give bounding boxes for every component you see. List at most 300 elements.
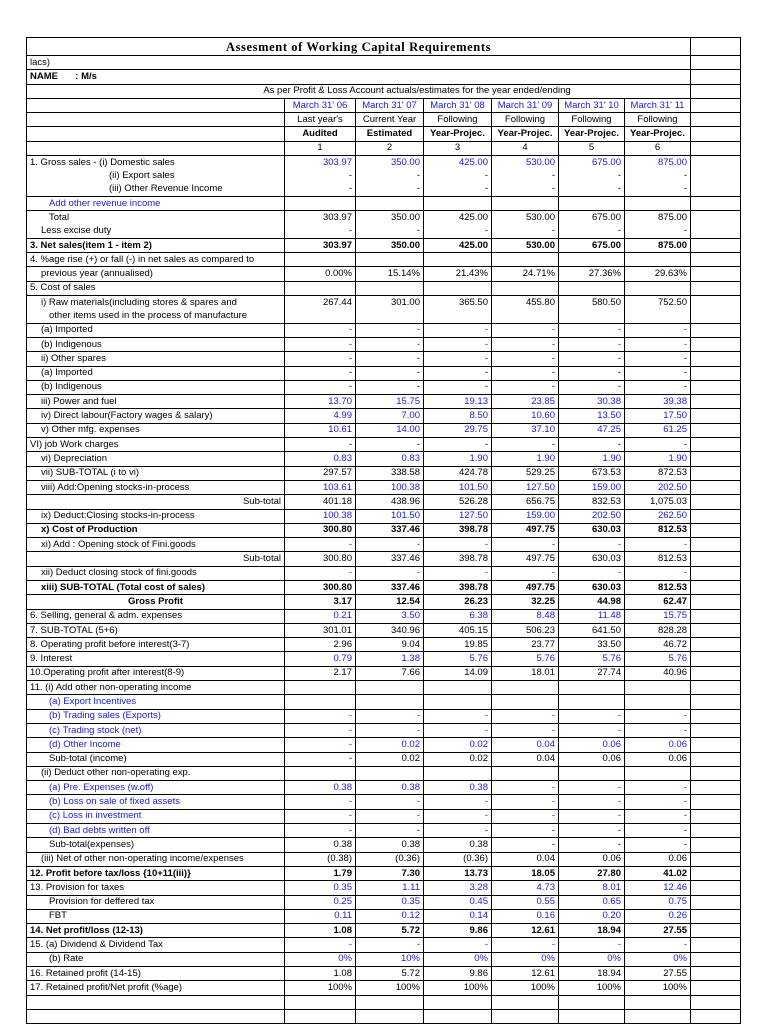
row-value: 0% (492, 952, 559, 966)
table-row (27, 156, 741, 170)
row-value: 3.17 (285, 595, 356, 609)
column-year-4: March 31' 09 (492, 98, 559, 112)
row-label: 5. Cost of sales (27, 281, 285, 295)
row-value: 0.02 (424, 752, 492, 766)
row-value: 0.38 (285, 838, 356, 852)
table-row (27, 452, 741, 466)
row-value: 18.01 (492, 666, 559, 680)
column-label1-5: Following (559, 113, 625, 127)
table-row (27, 752, 741, 766)
row-value: - (559, 938, 625, 952)
row-value: 455.80 (492, 296, 559, 310)
column-num-1: 1 (285, 141, 356, 155)
row-value: - (424, 938, 492, 952)
table-row (27, 652, 741, 666)
row-value: - (492, 824, 559, 838)
row-value: 0.25 (285, 895, 356, 909)
row-label: Sub-total(expenses) (27, 838, 285, 852)
row-label: xiii) SUB-TOTAL (Total cost of sales) (27, 580, 285, 594)
row-value: 673.53 (559, 466, 625, 480)
row-label: 8. Operating profit before interest(3-7) (27, 638, 285, 652)
row-value: 675.00 (559, 238, 625, 252)
row-label: Gross Profit (27, 595, 285, 609)
row-label: 10.Operating profit after interest(8-9) (27, 666, 285, 680)
row-value: 13.50 (559, 409, 625, 423)
row-value: 641.50 (559, 623, 625, 637)
row-value: 27.36% (559, 267, 625, 281)
row-value: 127.50 (424, 509, 492, 523)
row-label: other items used in the process of manufacture (27, 309, 285, 323)
row-value: - (625, 323, 691, 337)
row-value: 27.80 (559, 866, 625, 880)
table-row (27, 281, 741, 295)
row-value (625, 196, 691, 210)
row-value: - (559, 225, 625, 239)
table-row (27, 766, 741, 780)
row-value: - (285, 824, 356, 838)
table-row (27, 695, 741, 709)
table-row (27, 595, 741, 609)
column-label2-1: Audited (285, 127, 356, 141)
row-label: v) Other mfg. expenses (27, 423, 285, 437)
row-value: 0.00% (285, 267, 356, 281)
row-value: 37.10 (492, 423, 559, 437)
row-value: 1.90 (424, 452, 492, 466)
row-label: 15. (a) Dividend & Dividend Tax (27, 938, 285, 952)
row-value: - (424, 337, 492, 351)
name-row (27, 70, 741, 84)
row-value: 832.53 (559, 495, 625, 509)
table-row (27, 895, 741, 909)
table-row (27, 211, 741, 225)
row-value: - (356, 809, 424, 823)
table-row (27, 480, 741, 494)
row-label: x) Cost of Production (27, 523, 285, 537)
row-value: - (559, 809, 625, 823)
row-value: - (285, 566, 356, 580)
row-value: 267.44 (285, 296, 356, 310)
row-value: - (492, 225, 559, 239)
row-value: 202.50 (625, 480, 691, 494)
row-value: - (559, 838, 625, 852)
row-value: 19.85 (424, 638, 492, 652)
row-label: 1. Gross sales - (i) Domestic sales (27, 156, 285, 170)
row-value: 0.06 (625, 738, 691, 752)
column-label1-3: Following (424, 113, 492, 127)
row-value (625, 681, 691, 695)
row-label: 4. %age rise (+) or fall (-) in net sales as compared to (27, 253, 285, 267)
row-value: 13.70 (285, 395, 356, 409)
row-value: 9.86 (424, 967, 492, 981)
row-value: - (356, 938, 424, 952)
row-value: - (285, 337, 356, 351)
row-label: Add other revenue income (27, 196, 285, 210)
row-value: 5.72 (356, 967, 424, 981)
table-row (27, 238, 741, 252)
row-value: 14.00 (356, 423, 424, 437)
row-value: 5.72 (356, 924, 424, 938)
row-value: 103.61 (285, 480, 356, 494)
row-value: - (285, 752, 356, 766)
row-value: 30.38 (559, 395, 625, 409)
row-value: - (285, 380, 356, 394)
row-value: - (424, 566, 492, 580)
row-label: (c) Trading stock (net) (27, 723, 285, 737)
table-row (27, 781, 741, 795)
column-label1-2: Current Year (356, 113, 424, 127)
row-label: (b) Trading sales (Exports) (27, 709, 285, 723)
row-value: 15.75 (625, 609, 691, 623)
column-label1-4: Following (492, 113, 559, 127)
row-value (285, 766, 356, 780)
row-value: 398.78 (424, 580, 492, 594)
row-value: 0.38 (356, 838, 424, 852)
row-value: - (424, 380, 492, 394)
row-value: 0.65 (559, 895, 625, 909)
row-value: 18.94 (559, 924, 625, 938)
row-label: 6. Selling, general & adm. expenses (27, 609, 285, 623)
blank-row (27, 1009, 741, 1023)
row-value: - (559, 566, 625, 580)
row-value: 675.00 (559, 156, 625, 170)
column-year-6: March 31' 11 (625, 98, 691, 112)
row-value: - (285, 809, 356, 823)
table-row (27, 409, 741, 423)
row-value: 0.38 (285, 781, 356, 795)
row-value: - (356, 795, 424, 809)
row-value: 303.97 (285, 156, 356, 170)
row-label: xii) Deduct closing stock of fini.goods (27, 566, 285, 580)
row-value (424, 681, 492, 695)
row-value: 41.02 (625, 866, 691, 880)
row-value: - (424, 323, 492, 337)
subtitle: As per Profit & Loss Account actuals/estimates for the year ended/ending (27, 84, 691, 98)
row-value (356, 281, 424, 295)
row-value: 40.96 (625, 666, 691, 680)
table-row (27, 838, 741, 852)
row-value: 61.25 (625, 423, 691, 437)
row-value: 0.75 (625, 895, 691, 909)
row-value: 21.43% (424, 267, 492, 281)
row-value: - (285, 438, 356, 452)
row-value: - (356, 183, 424, 197)
row-value: - (492, 709, 559, 723)
row-value: - (625, 809, 691, 823)
row-value: - (492, 809, 559, 823)
row-value: 159.00 (492, 509, 559, 523)
row-value: 675.00 (559, 211, 625, 225)
row-value: - (625, 366, 691, 380)
row-value: 8.50 (424, 409, 492, 423)
row-label: 11. (i) Add other non-operating income (27, 681, 285, 695)
row-value: 425.00 (424, 156, 492, 170)
row-label: Provision for deffered tax (27, 895, 285, 909)
row-label: iii) Power and fuel (27, 395, 285, 409)
row-value: 5.76 (559, 652, 625, 666)
row-value: 4.73 (492, 881, 559, 895)
year-header-row (27, 98, 741, 112)
row-value: - (492, 183, 559, 197)
row-value: (0.36) (424, 852, 492, 866)
row-value: 872.53 (625, 466, 691, 480)
row-value: - (356, 438, 424, 452)
row-value: 11.48 (559, 609, 625, 623)
row-value: - (356, 723, 424, 737)
row-label: Sub-total (income) (27, 752, 285, 766)
row-value: 32.25 (492, 595, 559, 609)
table-row (27, 267, 741, 281)
column-year-3: March 31' 08 (424, 98, 492, 112)
row-value: 526.28 (424, 495, 492, 509)
row-value: - (356, 380, 424, 394)
column-label2-3: Year-Projec. (424, 127, 492, 141)
row-label: (d) Other Income (27, 738, 285, 752)
label2-header-row (27, 127, 741, 141)
row-value: - (625, 225, 691, 239)
row-value: 5.76 (424, 652, 492, 666)
table-row (27, 681, 741, 695)
row-value: 0.21 (285, 609, 356, 623)
row-value: - (356, 566, 424, 580)
row-value: - (356, 323, 424, 337)
row-value: - (285, 183, 356, 197)
row-value: 1.90 (492, 452, 559, 466)
row-value: - (492, 938, 559, 952)
column-label1-1: Last year's (285, 113, 356, 127)
row-value: - (559, 366, 625, 380)
row-label: (b) Indigenous (27, 380, 285, 394)
row-value: 0.16 (492, 909, 559, 923)
row-value: 424.78 (424, 466, 492, 480)
row-value: 530.00 (492, 156, 559, 170)
row-value (625, 253, 691, 267)
row-value (559, 196, 625, 210)
row-value: 10.60 (492, 409, 559, 423)
row-value: 159.00 (559, 480, 625, 494)
row-value: 812.53 (625, 552, 691, 566)
column-label2-4: Year-Projec. (492, 127, 559, 141)
row-value: 1.08 (285, 924, 356, 938)
table-row (27, 580, 741, 594)
row-value: 0.83 (285, 452, 356, 466)
row-label: vii) SUB-TOTAL (i to vi) (27, 466, 285, 480)
row-label: 3. Net sales(item 1 - item 2) (27, 238, 285, 252)
row-label: VI) job Work charges (27, 438, 285, 452)
row-value: 29.63% (625, 267, 691, 281)
column-label2-6: Year-Projec. (625, 127, 691, 141)
row-value (559, 766, 625, 780)
row-value: 2.96 (285, 638, 356, 652)
table-row (27, 523, 741, 537)
row-value: 1.08 (285, 967, 356, 981)
row-value: 580.50 (559, 296, 625, 310)
row-value: 15.14% (356, 267, 424, 281)
row-value: - (625, 709, 691, 723)
num-header-row (27, 141, 741, 155)
row-value: 5.76 (625, 652, 691, 666)
table-row (27, 566, 741, 580)
row-label: previous year (annualised) (27, 267, 285, 281)
row-value (424, 309, 492, 323)
row-label: ix) Deduct:Closing stocks-in-process (27, 509, 285, 523)
column-num-4: 4 (492, 141, 559, 155)
row-value (625, 695, 691, 709)
row-value: - (625, 723, 691, 737)
row-label: (ii) Export sales (27, 169, 285, 182)
row-value: 0.45 (424, 895, 492, 909)
row-value: 100% (492, 981, 559, 995)
table-row (27, 495, 741, 509)
table-row (27, 852, 741, 866)
row-value: - (424, 183, 492, 197)
row-value: - (285, 723, 356, 737)
row-label: 13. Provision for taxes (27, 881, 285, 895)
row-value: 18.05 (492, 866, 559, 880)
table-row (27, 253, 741, 267)
table-row (27, 881, 741, 895)
row-value (492, 766, 559, 780)
table-row (27, 623, 741, 637)
row-value: 506.23 (492, 623, 559, 637)
column-num-2: 2 (356, 141, 424, 155)
table-row (27, 225, 741, 239)
row-value (424, 281, 492, 295)
unit-row (27, 56, 741, 70)
row-value (492, 253, 559, 267)
row-value: 12.61 (492, 924, 559, 938)
row-value: 303.97 (285, 211, 356, 225)
name-label: NAME (30, 70, 58, 82)
row-label: (c) Loss in investment (27, 809, 285, 823)
row-label: (b) Loss on sale of fixed assets (27, 795, 285, 809)
row-label: Less excise duty (27, 225, 285, 239)
row-value (625, 766, 691, 780)
row-value (625, 309, 691, 323)
row-value (492, 196, 559, 210)
row-value: 12.61 (492, 967, 559, 981)
table-row (27, 466, 741, 480)
table-row (27, 196, 741, 210)
row-value (285, 196, 356, 210)
row-value: - (492, 838, 559, 852)
row-value: - (356, 538, 424, 552)
row-value (356, 309, 424, 323)
row-label: (a) Imported (27, 323, 285, 337)
row-value: 0.11 (285, 909, 356, 923)
row-value: 0% (424, 952, 492, 966)
row-value: 17.50 (625, 409, 691, 423)
row-value: 15.75 (356, 395, 424, 409)
row-value (559, 681, 625, 695)
row-value: 0.06 (559, 752, 625, 766)
working-capital-sheet (26, 37, 741, 1024)
row-value: 4.99 (285, 409, 356, 423)
row-value: - (424, 366, 492, 380)
row-value: - (356, 709, 424, 723)
row-value: 0.26 (625, 909, 691, 923)
row-value: - (356, 169, 424, 182)
column-num-6: 6 (625, 141, 691, 155)
row-label: (d) Bad debts written off (27, 824, 285, 838)
row-value: 301.00 (356, 296, 424, 310)
table-row (27, 509, 741, 523)
row-value: 23.85 (492, 395, 559, 409)
row-value: 7.00 (356, 409, 424, 423)
column-year-1: March 31' 06 (285, 98, 356, 112)
row-value: 337.46 (356, 552, 424, 566)
row-value: - (559, 380, 625, 394)
row-value: 10.61 (285, 423, 356, 437)
row-value: 630.03 (559, 523, 625, 537)
table-row (27, 538, 741, 552)
row-label: (a) Imported (27, 366, 285, 380)
row-value: 0.02 (424, 738, 492, 752)
table-row (27, 909, 741, 923)
row-value: - (492, 538, 559, 552)
row-value: 100% (285, 981, 356, 995)
row-value: 529.25 (492, 466, 559, 480)
row-value: 24.71% (492, 267, 559, 281)
row-value: 27.55 (625, 967, 691, 981)
row-value: 0.04 (492, 852, 559, 866)
row-value: 9.86 (424, 924, 492, 938)
row-value: 33.50 (559, 638, 625, 652)
row-value (424, 766, 492, 780)
row-value: - (285, 169, 356, 182)
row-value: 656.75 (492, 495, 559, 509)
table-row (27, 183, 741, 197)
row-value: 875.00 (625, 211, 691, 225)
row-value: 0.14 (424, 909, 492, 923)
row-value: 398.78 (424, 552, 492, 566)
row-value: - (424, 723, 492, 737)
table-row (27, 924, 741, 938)
row-value: 0.06 (625, 852, 691, 866)
row-label: 7. SUB-TOTAL (5+6) (27, 623, 285, 637)
row-value: - (625, 781, 691, 795)
row-value: 62.47 (625, 595, 691, 609)
row-value (285, 281, 356, 295)
row-label: FBT (27, 909, 285, 923)
row-value: 0.06 (625, 752, 691, 766)
row-value: - (492, 169, 559, 182)
row-label: 9. Interest (27, 652, 285, 666)
row-value: 337.46 (356, 523, 424, 537)
row-value: - (559, 438, 625, 452)
row-value: 7.66 (356, 666, 424, 680)
row-value: - (285, 225, 356, 239)
table-row (27, 666, 741, 680)
row-value: 0.55 (492, 895, 559, 909)
row-label: (a) Pre. Expenses (w.off) (27, 781, 285, 795)
row-value: 202.50 (559, 509, 625, 523)
row-value (492, 681, 559, 695)
column-label2-2: Estimated (356, 127, 424, 141)
row-value (285, 695, 356, 709)
row-value: - (625, 938, 691, 952)
row-label: xi) Add : Opening stock of Fini.goods (27, 538, 285, 552)
row-value: - (559, 538, 625, 552)
row-value: 630.03 (559, 580, 625, 594)
table-row (27, 323, 741, 337)
row-value: 12.54 (356, 595, 424, 609)
row-value: - (492, 438, 559, 452)
column-label1-6: Following (625, 113, 691, 127)
table-row (27, 352, 741, 366)
row-value: - (492, 781, 559, 795)
row-value (285, 681, 356, 695)
row-value: 300.80 (285, 552, 356, 566)
